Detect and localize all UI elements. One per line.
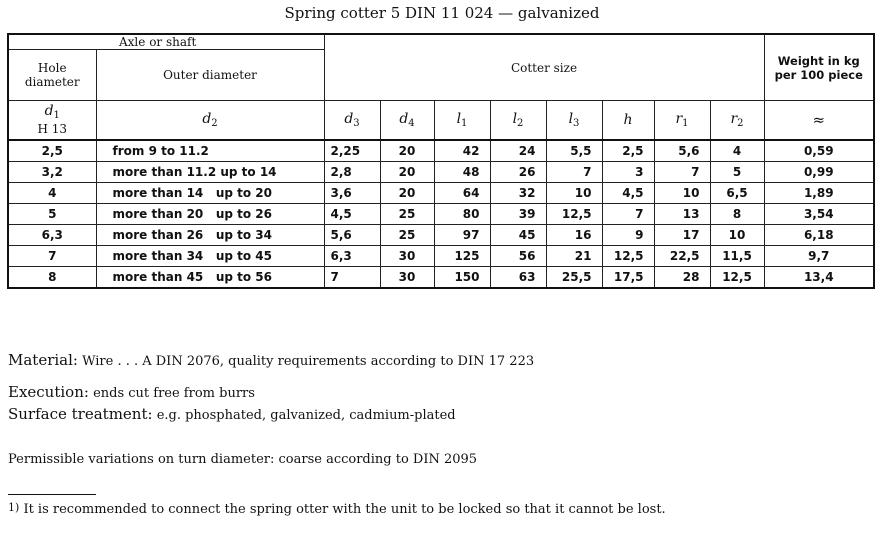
cell-d3: 6,3 bbox=[324, 246, 380, 267]
cell-weight: 6,18 bbox=[764, 225, 874, 246]
approx-symbol: ≈ bbox=[812, 111, 826, 129]
cell-l2: 26 bbox=[490, 162, 546, 183]
hole-diameter-header: Hole diameter bbox=[8, 50, 96, 101]
l3-sub: 3 bbox=[573, 118, 580, 129]
cell-l3: 10 bbox=[546, 183, 602, 204]
cell-l2: 24 bbox=[490, 140, 546, 162]
cell-l2: 39 bbox=[490, 204, 546, 225]
cell-l3: 21 bbox=[546, 246, 602, 267]
cell-d1: 6,3 bbox=[8, 225, 96, 246]
cell-l2: 45 bbox=[490, 225, 546, 246]
cell-d1: 2,5 bbox=[8, 140, 96, 162]
cell-d2: more than 26 up to 34 bbox=[96, 225, 324, 246]
cell-r1: 5,6 bbox=[654, 140, 710, 162]
cell-d3: 5,6 bbox=[324, 225, 380, 246]
symbol-d4 bbox=[380, 101, 434, 141]
cell-l3: 12,5 bbox=[546, 204, 602, 225]
l1-sub: 1 bbox=[461, 118, 468, 129]
table-row bbox=[8, 183, 874, 204]
cell-l1: 42 bbox=[434, 140, 490, 162]
d4-symbol: d bbox=[399, 111, 409, 127]
cell-l1: 80 bbox=[434, 204, 490, 225]
table-row bbox=[8, 204, 874, 225]
r2-sub: 2 bbox=[737, 118, 744, 129]
l2-symbol: l bbox=[512, 111, 518, 127]
cell-r1: 22,5 bbox=[654, 246, 710, 267]
symbol-d3 bbox=[324, 101, 380, 141]
cell-r2: 8 bbox=[710, 204, 764, 225]
symbol-r2 bbox=[710, 101, 764, 141]
cell-l2: 32 bbox=[490, 183, 546, 204]
table-row bbox=[8, 267, 874, 289]
cell-d4: 25 bbox=[380, 204, 434, 225]
cell-h: 9 bbox=[602, 225, 654, 246]
cell-l2: 63 bbox=[490, 267, 546, 289]
table-row bbox=[8, 162, 874, 183]
d3-symbol: d bbox=[344, 111, 354, 127]
cell-h: 4,5 bbox=[602, 183, 654, 204]
l2-sub: 2 bbox=[517, 118, 524, 129]
material-note bbox=[8, 351, 534, 369]
cell-d3: 2,25 bbox=[324, 140, 380, 162]
cell-r1: 10 bbox=[654, 183, 710, 204]
r1-symbol: r bbox=[675, 111, 683, 127]
cell-l3: 5,5 bbox=[546, 140, 602, 162]
cell-r2: 6,5 bbox=[710, 183, 764, 204]
symbol-l2 bbox=[490, 101, 546, 141]
footnote-divider bbox=[8, 494, 96, 495]
footnote-text: It is recommended to connect the spring otter with the unit to be locked so that it cannot be lost. bbox=[23, 502, 666, 517]
cell-r1: 7 bbox=[654, 162, 710, 183]
cell-l1: 97 bbox=[434, 225, 490, 246]
cell-d4: 30 bbox=[380, 246, 434, 267]
cell-l1: 125 bbox=[434, 246, 490, 267]
cell-h: 3 bbox=[602, 162, 654, 183]
outer-diameter-header: Outer diameter bbox=[96, 50, 324, 101]
cell-weight: 0,99 bbox=[764, 162, 874, 183]
d4-sub: 4 bbox=[408, 118, 415, 129]
execution-note bbox=[8, 383, 255, 401]
cell-l1: 48 bbox=[434, 162, 490, 183]
cotter-spec-table bbox=[7, 33, 875, 289]
cell-r2: 5 bbox=[710, 162, 764, 183]
cell-d3: 7 bbox=[324, 267, 380, 289]
cell-d4: 20 bbox=[380, 183, 434, 204]
cell-r2: 12,5 bbox=[710, 267, 764, 289]
cell-d1: 4 bbox=[8, 183, 96, 204]
cell-d2: more than 14 up to 20 bbox=[96, 183, 324, 204]
cell-d1: 7 bbox=[8, 246, 96, 267]
table-row bbox=[8, 225, 874, 246]
variations-note: Permissible variations on turn diameter: coarse according to DIN 2095 bbox=[8, 452, 478, 467]
cotter-size-header: Cotter size bbox=[324, 34, 764, 101]
cell-d4: 20 bbox=[380, 140, 434, 162]
symbol-h bbox=[602, 101, 654, 141]
d3-sub: 3 bbox=[353, 118, 360, 129]
cell-h: 2,5 bbox=[602, 140, 654, 162]
cell-d2: more than 20 up to 26 bbox=[96, 204, 324, 225]
cell-weight: 0,59 bbox=[764, 140, 874, 162]
cell-d4: 30 bbox=[380, 267, 434, 289]
h-symbol: h bbox=[623, 112, 633, 128]
cell-d2: more than 45 up to 56 bbox=[96, 267, 324, 289]
r2-symbol: r bbox=[730, 111, 738, 127]
cell-d3: 4,5 bbox=[324, 204, 380, 225]
d1-tolerance: H 13 bbox=[37, 122, 68, 136]
d2-sub: 2 bbox=[211, 118, 218, 129]
symbol-r1 bbox=[654, 101, 710, 141]
l3-symbol: l bbox=[568, 111, 574, 127]
axle-group-header: Axle or shaft bbox=[8, 34, 324, 50]
cell-h: 7 bbox=[602, 204, 654, 225]
cell-r1: 28 bbox=[654, 267, 710, 289]
execution-text: ends cut free from burrs bbox=[93, 386, 255, 401]
cell-d4: 20 bbox=[380, 162, 434, 183]
cell-d2: from 9 to 11.2 bbox=[96, 140, 324, 162]
symbol-l3 bbox=[546, 101, 602, 141]
cell-weight: 1,89 bbox=[764, 183, 874, 204]
footnote-mark: 1) bbox=[8, 501, 20, 514]
cell-h: 12,5 bbox=[602, 246, 654, 267]
cell-l3: 25,5 bbox=[546, 267, 602, 289]
d1-sub: 1 bbox=[53, 110, 60, 121]
cell-l1: 150 bbox=[434, 267, 490, 289]
cell-weight: 13,4 bbox=[764, 267, 874, 289]
cell-d1: 3,2 bbox=[8, 162, 96, 183]
symbol-d2 bbox=[96, 101, 324, 141]
surface-note bbox=[8, 405, 456, 423]
cell-l1: 64 bbox=[434, 183, 490, 204]
cell-l3: 16 bbox=[546, 225, 602, 246]
cell-r1: 13 bbox=[654, 204, 710, 225]
table-body bbox=[8, 140, 874, 288]
d2-symbol: d bbox=[202, 111, 212, 127]
execution-label: Execution: bbox=[8, 383, 89, 401]
cell-d1: 8 bbox=[8, 267, 96, 289]
cell-l2: 56 bbox=[490, 246, 546, 267]
cell-d3: 3,6 bbox=[324, 183, 380, 204]
material-label: Material: bbox=[8, 351, 78, 369]
r1-sub: 1 bbox=[682, 118, 689, 129]
d1-symbol: d bbox=[44, 103, 54, 119]
table-row bbox=[8, 140, 874, 162]
cell-r1: 17 bbox=[654, 225, 710, 246]
weight-header: Weight in kg per 100 piece bbox=[764, 34, 874, 101]
surface-label: Surface treatment: bbox=[8, 405, 153, 423]
surface-text: e.g. phosphated, galvanized, cadmium-plated bbox=[156, 408, 456, 423]
footnote bbox=[8, 501, 666, 517]
table-row bbox=[8, 246, 874, 267]
symbol-approx bbox=[764, 101, 874, 141]
cell-weight: 9,7 bbox=[764, 246, 874, 267]
cell-d3: 2,8 bbox=[324, 162, 380, 183]
cell-d2: more than 11.2 up to 14 bbox=[96, 162, 324, 183]
header-row-top bbox=[8, 34, 874, 50]
cell-l3: 7 bbox=[546, 162, 602, 183]
cell-weight: 3,54 bbox=[764, 204, 874, 225]
symbol-row bbox=[8, 101, 874, 141]
cell-d2: more than 34 up to 45 bbox=[96, 246, 324, 267]
cell-d4: 25 bbox=[380, 225, 434, 246]
cell-r2: 11,5 bbox=[710, 246, 764, 267]
cell-r2: 10 bbox=[710, 225, 764, 246]
cell-r2: 4 bbox=[710, 140, 764, 162]
document-title: Spring cotter 5 DIN 11 024 — galvanized bbox=[284, 4, 600, 22]
symbol-l1 bbox=[434, 101, 490, 141]
symbol-d1 bbox=[8, 101, 96, 141]
cell-h: 17,5 bbox=[602, 267, 654, 289]
cell-d1: 5 bbox=[8, 204, 96, 225]
material-text: Wire . . . A DIN 2076, quality requirements according to DIN 17 223 bbox=[82, 354, 535, 369]
l1-symbol: l bbox=[456, 111, 462, 127]
